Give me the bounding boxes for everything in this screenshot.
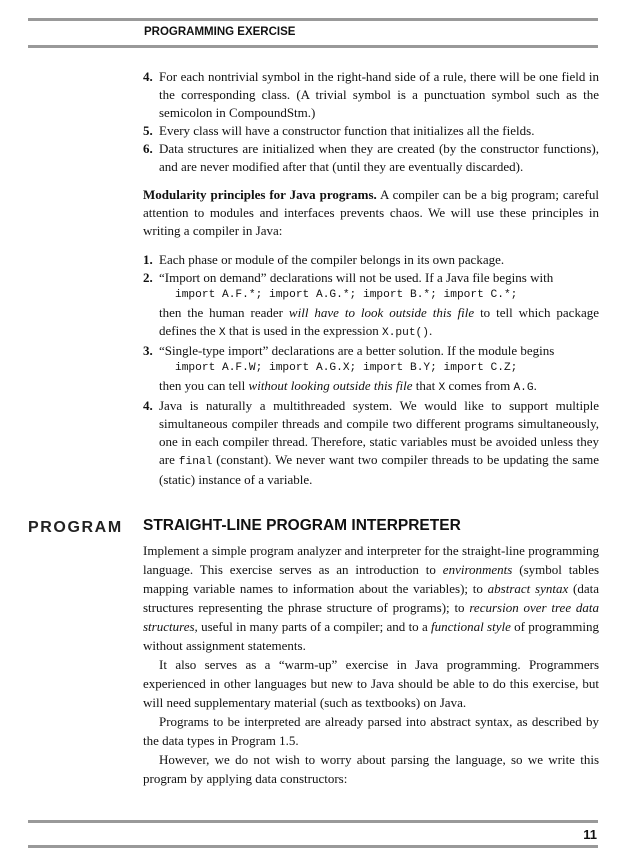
item-number: 4.: [143, 69, 153, 84]
emphasis: recursion over tree data structures,: [143, 600, 599, 634]
item-number: 1.: [143, 252, 153, 267]
footer-rule-top: [28, 820, 598, 823]
text-run: (constant). We never want two compiler threads to be updating the same (static) instance of a variable.: [159, 452, 600, 487]
emphasis: functional style: [431, 619, 511, 634]
item-text: [159, 397, 599, 489]
text-run: then you can tell: [159, 378, 246, 393]
inline-code: X: [438, 382, 446, 394]
list-item: [143, 397, 599, 489]
emphasis: will have to look outside this file: [288, 305, 475, 320]
paragraph-text: A compiler can be a big program; careful attention to modules and interfaces prevents chaos. We will use these principles in writing a compiler in Java:: [143, 187, 599, 238]
list-item: [143, 68, 599, 122]
paragraph: [143, 186, 599, 240]
program-side-label: PROGRAM: [28, 519, 123, 536]
paragraph: [143, 541, 599, 655]
text-run: Implement a simple program analyzer and interpreter for the straight-line programming language. This exercise serves as an introduction to: [143, 543, 599, 577]
text-run: that: [415, 378, 436, 393]
paragraph: Programs to be interpreted are already parsed into abstract syntax, as described by the data types in Program 1.5.: [143, 714, 599, 748]
item-text: Data structures are initialized when they are created (by the constructor functions), and are never modified after that (until they are eventually discarded).: [159, 141, 599, 174]
inline-code: final: [178, 456, 213, 468]
text-run: .: [428, 323, 433, 338]
modularity-principles-list: [143, 251, 599, 489]
paragraph: It also serves as a “warm-up” exercise in Java programming. Programmers experienced in other languages but new to Java should be able to do this exercise, but will need supplementary material (such as textbooks) on Java.: [143, 657, 599, 710]
modularity-paragraph: [143, 186, 599, 240]
design-rules-list: [143, 68, 599, 176]
emphasis: without looking outside this file: [248, 378, 413, 393]
list-item: [143, 122, 599, 140]
program-body: [143, 541, 599, 788]
code-line: import A.F.W; import A.G.X; import B.Y; import C.Z;: [175, 362, 518, 374]
list-item: [143, 251, 599, 269]
emphasis: environments: [442, 562, 513, 577]
text-run: .: [533, 378, 537, 393]
list-item: [143, 140, 599, 176]
header-rule-bottom: [28, 45, 598, 48]
item-text: “Single-type import” declarations are a better solution. If the module begins: [159, 343, 555, 358]
section-title: STRAIGHT-LINE PROGRAM INTERPRETER: [143, 517, 461, 534]
item-number: 4.: [143, 398, 153, 413]
item-text: Every class will have a constructor function that initializes all the fields.: [159, 123, 535, 138]
list-item: [143, 342, 599, 360]
item-number: 6.: [143, 141, 153, 156]
page-number: 11: [583, 827, 597, 842]
emphasis: abstract syntax: [487, 581, 569, 596]
inline-code: A.G: [513, 382, 534, 394]
code-line: import A.F.*; import A.G.*; import B.*; import C.*;: [175, 289, 518, 301]
running-title: PROGRAMMING EXERCISE: [144, 26, 296, 38]
text-run: comes from: [448, 378, 511, 393]
text-run: (symbol tables mapping variable names to information about the variables); to: [143, 562, 600, 596]
inline-code: X: [218, 327, 226, 339]
item-number: 3.: [143, 343, 153, 358]
list-item: [143, 269, 599, 287]
paragraph-heading: Modularity principles for Java programs.: [143, 187, 377, 202]
inline-code: X.put(): [381, 327, 429, 339]
item-continuation: [143, 304, 599, 342]
text-run: to tell which package defines the: [159, 305, 599, 338]
item-text: For each nontrivial symbol in the right-hand side of a rule, there will be one field in the corresponding class. (A trivial symbol is a punctuation symbol such as the semicolon in CompoundStm.): [159, 69, 599, 120]
item-number: 2.: [143, 270, 153, 285]
paragraph: However, we do not wish to worry about parsing the language, so we write this program by applying data constructors:: [143, 752, 599, 786]
footer-rule-bottom: [28, 845, 598, 848]
item-text: “Import on demand” declarations will not be used. If a Java file begins with: [159, 270, 554, 285]
text-run: (data structures representing the phrase structure of programs); to: [143, 581, 600, 615]
text-run: useful in many parts of a compiler; and to a: [201, 619, 428, 634]
text-run: Java is naturally a multithreaded system. We would like to support multiple simultaneous compiler threads and compile two different programs simultaneously, one in each compiler thread. Therefore, static variables must be avoided unless they are: [159, 398, 599, 467]
text-run: then the human reader: [159, 305, 283, 320]
item-continuation: [143, 377, 599, 397]
header-rule-top: [28, 18, 598, 21]
text-run: of programming without assignment statements.: [143, 619, 600, 653]
item-number: 5.: [143, 123, 153, 138]
text-run: that is used in the expression: [228, 323, 379, 338]
item-text: Each phase or module of the compiler belongs in its own package.: [159, 252, 505, 267]
